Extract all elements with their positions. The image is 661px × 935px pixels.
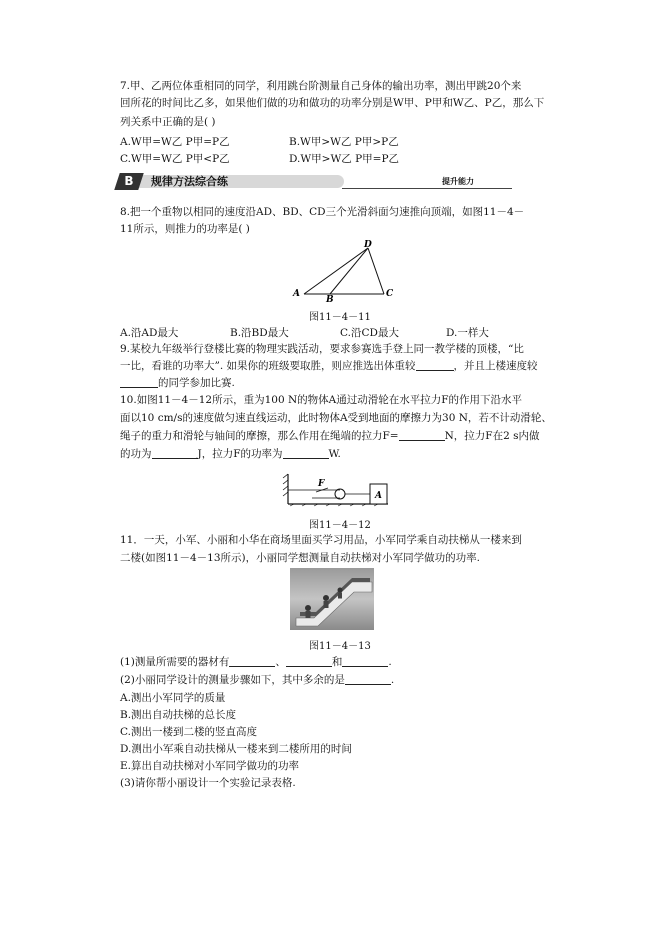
q11-part3: (3)请你帮小丽设计一个实验记录表格.	[120, 777, 296, 789]
q10-blank-power[interactable]	[283, 448, 329, 459]
q7-option-b: B.W甲>W乙 P甲>P乙	[289, 136, 399, 148]
q11-step-d: D.测出小军乘自动扶梯从一楼来到二楼所用的时间	[120, 743, 352, 755]
section-title: 规律方法综合练	[151, 175, 228, 188]
q11-part1: (1)测量所需要的器材有 、 和 .	[120, 656, 392, 668]
q11-step-a: A.测出小军同学的质量	[120, 692, 226, 704]
q7-option-d: D.W甲>W乙 P甲=P乙	[289, 153, 400, 165]
section-subtitle: 提升能力	[442, 177, 474, 186]
q11-blank-tool1[interactable]	[229, 656, 275, 667]
q8-option-a: A.沿AD最大	[120, 327, 179, 339]
person-bottom	[305, 605, 311, 611]
label-d: D	[364, 240, 372, 250]
section-badge: B	[114, 173, 144, 190]
q10-line3: 绳子的重力和滑轮与轴间的摩擦，那么作用在绳端的拉力F= N，拉力F在2 s内做	[120, 430, 540, 442]
q9-line2: 一比，看谁的功率大”. 如果你的班级要取胜，则应推选出体重较 ，并且上楼速度较	[120, 360, 538, 372]
pulley-wheel	[335, 489, 345, 499]
q11-step-c: C.测出一楼到二楼的竖直高度	[120, 726, 257, 738]
q9-line3: 的同学参加比赛.	[120, 376, 235, 390]
slope-cd	[368, 248, 384, 294]
q7-line3: 列关系中正确的是( )	[120, 116, 216, 128]
q10-line4: 的功为 J，拉力F的功率为 W.	[120, 448, 341, 460]
label-f: F	[318, 479, 325, 489]
figure-caption-12: 图11－4－12	[309, 520, 371, 531]
pulley-figure	[282, 472, 392, 508]
q9-blank-speed[interactable]	[120, 377, 158, 388]
q10-line2: 面以10 cm/s的速度做匀速直线运动，此时物体A受到地面的摩擦力为30 N，若不计动滑轮、	[120, 412, 552, 424]
q11-step-e: E.算出自动扶梯对小军同学做功的功率	[120, 760, 300, 772]
q11-part2: (2)小丽同学设计的测量步骤如下，其中多余的是 .	[120, 674, 395, 686]
figure-caption-13: 图11－4－13	[309, 641, 371, 652]
q7-option-a: A.W甲=W乙 P甲=P乙	[120, 136, 230, 148]
person-top	[338, 588, 343, 593]
q10-blank-work[interactable]	[152, 448, 198, 459]
q8-line2: 11所示，则推力的功率是( )	[120, 223, 250, 235]
q10-line1: 10.如图11－4－12所示，重为100 N的物体A通过动滑轮在水平拉力F的作用下沿水平	[120, 394, 523, 406]
label-a-block: A	[375, 491, 382, 501]
banner-rule	[342, 188, 512, 189]
q10-blank-force[interactable]	[399, 430, 445, 441]
q11-blank-tool2[interactable]	[286, 656, 332, 667]
q8-option-c: C.沿CD最大	[340, 327, 399, 339]
q11-line1: 11．一天，小军、小丽和小华在商场里面买学习用品，小军同学乘自动扶梯从一楼来到	[120, 534, 522, 546]
label-c: C	[386, 289, 394, 299]
label-b: B	[326, 295, 334, 302]
q8-option-b: B.沿BD最大	[230, 327, 289, 339]
person-middle	[323, 595, 329, 601]
q11-line2: 二楼(如图11－4－13所示)，小丽同学想测量自动扶梯对小军同学做功的功率.	[120, 552, 480, 564]
incline-figure	[290, 238, 400, 302]
q7-line2: 回所花的时间比乙多，如果他们做的功和做功的功率分别是W甲、P甲和W乙、P乙，那么下	[120, 97, 545, 109]
q11-blank-redundant[interactable]	[345, 674, 391, 685]
section-banner	[117, 172, 553, 192]
q7-option-c: C.W甲=W乙 P甲<P乙	[120, 153, 230, 165]
q11-blank-tool3[interactable]	[342, 656, 388, 667]
label-a: A	[293, 289, 300, 299]
q9-blank-weight[interactable]	[416, 360, 454, 371]
escalator-figure	[290, 568, 374, 630]
figure-caption-11: 图11－4－11	[309, 312, 371, 323]
q7-line1: 7.甲、乙两位体重相同的同学，利用跳台阶测量自己身体的输出功率，测出甲跳20个来	[120, 80, 522, 92]
q9-line1: 9.某校九年级举行登楼比赛的物理实践活动，要求参赛选手登上同一教学楼的顶楼，“比	[120, 343, 524, 355]
q8-option-d: D.一样大	[446, 327, 489, 339]
q8-line1: 8.把一个重物以相同的速度沿AD、BD、CD三个光滑斜面匀速推向顶端，如图11－4－	[120, 206, 525, 218]
q11-step-b: B.测出自动扶梯的总长度	[120, 709, 237, 721]
